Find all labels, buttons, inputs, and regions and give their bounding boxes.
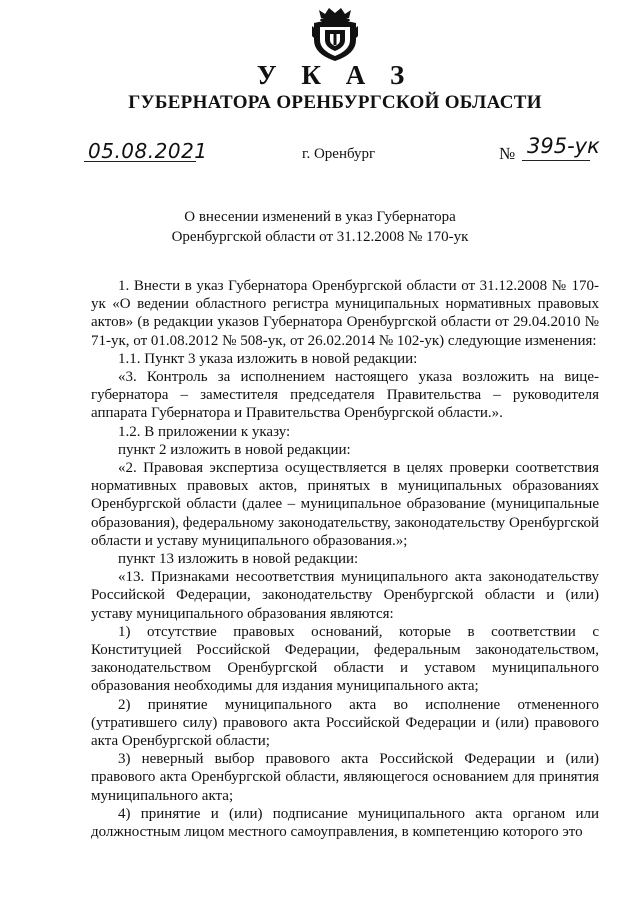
paragraph: 1.1. Пункт 3 указа изложить в новой редакции: (118, 350, 418, 367)
paragraph: 2) принятие муниципального акта во исполнение отмененного (утратившего силу) правового акта Российской Федерации и (или) правового акта Оренбургской области; (91, 696, 599, 750)
coat-of-arms-icon (311, 6, 359, 62)
paragraph: 4) принятие и (или) подписание муниципального акта органом или должностным лицом местного самоуправления, в компетенцию которого это (91, 805, 599, 841)
paragraph: «3. Контроль за исполнением настоящего указа возложить на вице-губернатора – заместителя председателя Правительства – руководителя аппарата Губернатора и Правительства Оренбургской области.». (91, 369, 599, 422)
paragraph: пункт 2 изложить в новой редакции: (118, 441, 351, 458)
subject-line: О внесении изменений в указ Губернатора (184, 209, 456, 225)
document-subject (170, 207, 470, 247)
document-number: 395-ук (527, 134, 600, 158)
document-city: г. Оренбург (302, 146, 376, 162)
document-date: 05.08.2021 (88, 139, 208, 163)
document-type: У К А З (256, 60, 414, 90)
paragraph: 1) отсутствие правовых оснований, которые в соответствии с Конституцией Российской Федерации, федеральным законодательством, законодательством Оренбургской области и уставом муниципального образования необходимы для издания муниципального акта; (91, 623, 599, 695)
document-body (91, 277, 599, 841)
date-underline (84, 161, 196, 162)
number-underline (522, 160, 590, 161)
paragraph: «2. Правовая экспертиза осуществляется в целях проверки соответствия нормативных правовых актов, принятых в муниципальных образованиях Оренбургской области (далее – муниципальное образование (муниципальные образования), федеральному законодательству, законодательству Оренбургской области и уставу муниципального образования.»; (91, 460, 599, 549)
issuing-authority: ГУБЕРНАТОРА ОРЕНБУРГСКОЙ ОБЛАСТИ (128, 92, 542, 113)
paragraph: пункт 13 изложить в новой редакции: (118, 551, 359, 568)
subject-line: Оренбургской области от 31.12.2008 № 170-ук (171, 229, 469, 245)
paragraph: 3) неверный выбор правового акта Российской Федерации и (или) правового акта Оренбургской области, являющегося основанием для принятия муниципального акта; (91, 751, 599, 804)
paragraph: «13. Признаками несоответствия муниципального акта законодательству Российской Федерации, законодательству Оренбургской области и (или) уставу муниципального образования являются: (91, 569, 599, 622)
number-sign: № (499, 144, 516, 163)
paragraph: 1. Внести в указ Губернатора Оренбургской области от 31.12.2008 № 170-ук «О ведении областного регистра муниципальных нормативных правовых актов» (в редакции указов Губернатора Оренбургской области от 29.04.2010 № 71-ук, от 01.08.2012 № 508-ук, от 26.02.2014 № 102-ук) следующие изменения: (91, 278, 599, 349)
paragraph: 1.2. В приложении к указу: (118, 423, 291, 440)
